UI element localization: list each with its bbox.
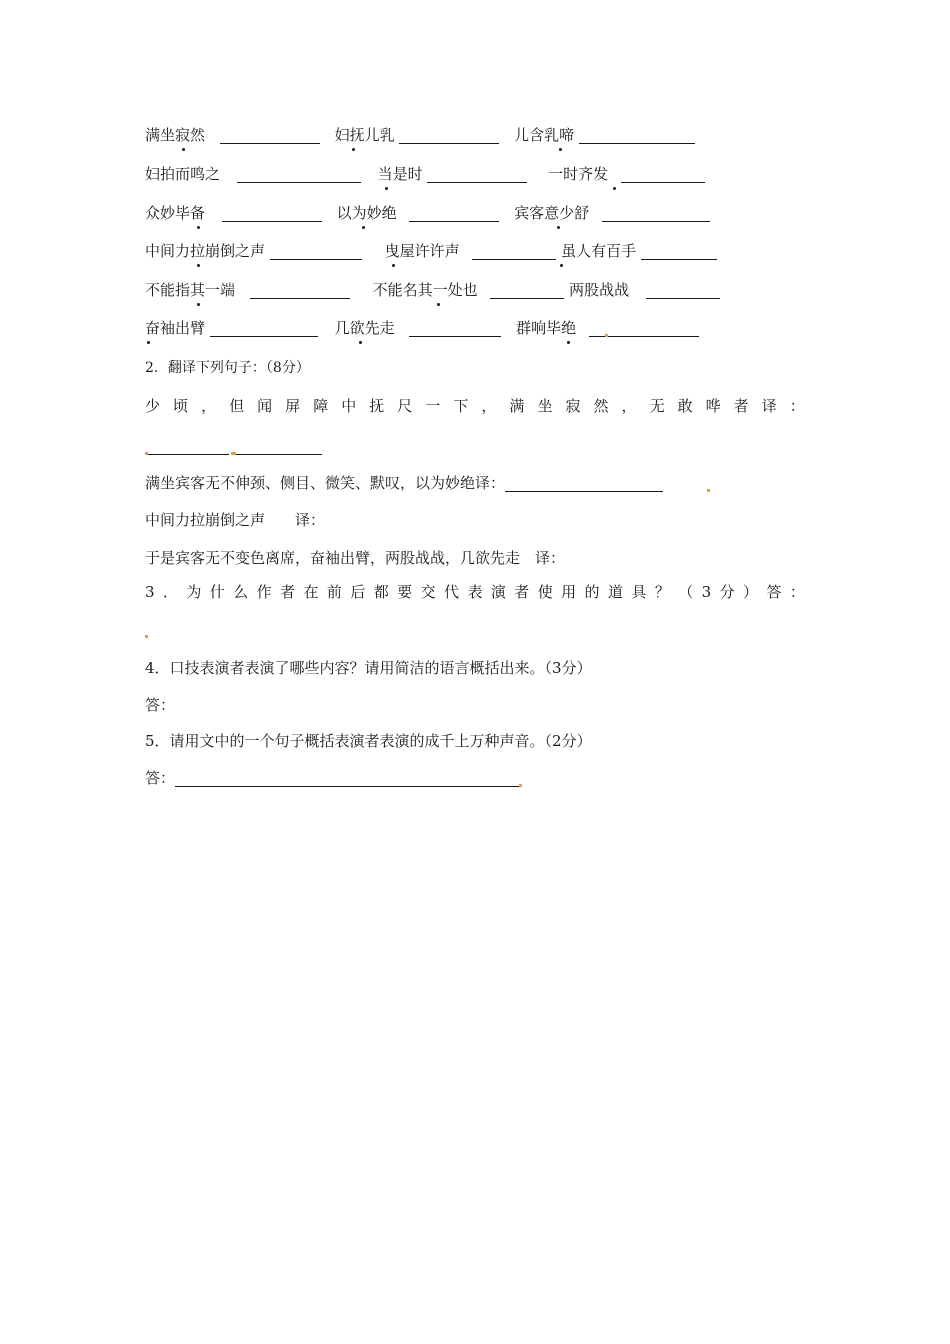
char: 分 bbox=[719, 583, 735, 601]
highlight-mark bbox=[707, 489, 710, 492]
answer-blank[interactable] bbox=[641, 241, 717, 260]
emphasis-dot bbox=[437, 303, 440, 306]
char: 无 bbox=[649, 397, 665, 415]
answer-blank[interactable] bbox=[237, 164, 361, 183]
char: 闻 bbox=[257, 397, 273, 415]
emphasis-dot bbox=[197, 226, 200, 229]
answer-blank[interactable] bbox=[490, 280, 564, 299]
answer-blank[interactable] bbox=[602, 203, 710, 222]
vocab-row-1 bbox=[145, 122, 695, 148]
char: 具 bbox=[631, 583, 647, 601]
vocab-term: 宾客意少舒 bbox=[514, 204, 590, 222]
vocab-term: 妇拍而鸣之 bbox=[145, 165, 221, 183]
vocab-row-3 bbox=[145, 200, 710, 226]
vocab-term: 中间力拉崩倒之声 bbox=[145, 242, 266, 260]
char: 答 bbox=[766, 583, 782, 601]
emphasis-dot bbox=[557, 226, 560, 229]
answer-blank[interactable] bbox=[427, 164, 527, 183]
question-4-heading: 4．口技表演者表演了哪些内容？请用简洁的语言概括出来。（3分） bbox=[145, 659, 592, 677]
emphasis-dot bbox=[352, 148, 355, 151]
vocab-term: 当是时 bbox=[377, 165, 423, 183]
char: 下 bbox=[453, 397, 469, 415]
char: 者 bbox=[280, 583, 296, 601]
emphasis-dot bbox=[392, 264, 395, 267]
char: 译 bbox=[761, 397, 777, 415]
answer-blank[interactable] bbox=[145, 436, 229, 455]
highlight-mark bbox=[605, 334, 608, 337]
vocab-term: 儿含乳啼 bbox=[514, 126, 575, 144]
char: ， bbox=[621, 397, 637, 415]
char: ． bbox=[162, 583, 178, 601]
char: 但 bbox=[229, 397, 245, 415]
answer-blank[interactable] bbox=[646, 280, 720, 299]
emphasis-dot bbox=[385, 187, 388, 190]
vocab-term: 众妙毕备 bbox=[145, 204, 206, 222]
char: 屏 bbox=[285, 397, 301, 415]
char: 为 bbox=[186, 583, 202, 601]
answer-blank[interactable] bbox=[236, 436, 322, 455]
highlight-mark bbox=[231, 452, 236, 455]
char: ： bbox=[789, 583, 805, 601]
question-2-sentence-2 bbox=[145, 470, 663, 496]
vocab-term: 妇抚儿乳 bbox=[334, 126, 395, 144]
answer-blank[interactable] bbox=[505, 473, 663, 492]
char: 者 bbox=[733, 397, 749, 415]
vocab-term: 几欲先走 bbox=[334, 319, 395, 337]
char: 表 bbox=[467, 583, 483, 601]
vocab-row-4 bbox=[145, 238, 717, 264]
char: ， bbox=[481, 397, 497, 415]
char: 在 bbox=[303, 583, 319, 601]
answer-blank[interactable] bbox=[250, 280, 350, 299]
char: 抚 bbox=[369, 397, 385, 415]
emphasis-dot bbox=[147, 341, 150, 344]
char: 前 bbox=[326, 583, 342, 601]
char: ？ bbox=[654, 583, 670, 601]
answer-blank[interactable] bbox=[621, 164, 705, 183]
answer-blank[interactable] bbox=[399, 125, 499, 144]
answer-blank[interactable] bbox=[409, 318, 501, 337]
char: 顷 bbox=[173, 397, 189, 415]
emphasis-dot bbox=[560, 264, 563, 267]
emphasis-dot bbox=[362, 226, 365, 229]
question-5-answer bbox=[145, 765, 519, 791]
char: 者 bbox=[514, 583, 530, 601]
char: 演 bbox=[490, 583, 506, 601]
vocab-row-6 bbox=[145, 315, 699, 341]
char: 障 bbox=[313, 397, 329, 415]
char: 要 bbox=[397, 583, 413, 601]
emphasis-dot bbox=[359, 341, 362, 344]
vocab-term: 曳屋许许声 bbox=[384, 242, 460, 260]
highlight-mark bbox=[145, 452, 148, 455]
emphasis-dot bbox=[197, 264, 200, 267]
answer-blank[interactable] bbox=[220, 125, 320, 144]
question-2-sentence-4: 于是宾客无不变色离席，奋袖出臂，两股战战，几欲先走 译： bbox=[145, 549, 566, 567]
char: 满 bbox=[509, 397, 525, 415]
char: 3 bbox=[145, 583, 155, 601]
answer-blank[interactable] bbox=[472, 241, 556, 260]
char: 作 bbox=[256, 583, 272, 601]
question-2-sentence-3: 中间力拉崩倒之声 译： bbox=[145, 511, 326, 529]
answer-blank[interactable] bbox=[409, 203, 499, 222]
char: 尺 bbox=[397, 397, 413, 415]
answer-blank[interactable] bbox=[210, 318, 318, 337]
vocab-term: 满坐寂然 bbox=[145, 126, 206, 144]
emphasis-dot bbox=[567, 341, 570, 344]
vocab-term: 不能名其一处也 bbox=[372, 281, 478, 299]
answer-label: 答： bbox=[145, 769, 176, 787]
char: 什 bbox=[209, 583, 225, 601]
vocab-row-5 bbox=[145, 277, 720, 303]
emphasis-dot bbox=[559, 148, 562, 151]
question-4-answer-label: 答： bbox=[145, 696, 176, 714]
char: 使 bbox=[537, 583, 553, 601]
char: 用 bbox=[561, 583, 577, 601]
char: ， bbox=[201, 397, 217, 415]
question-2-sentence-1-answer bbox=[145, 433, 322, 459]
char: 一 bbox=[425, 397, 441, 415]
vocab-term: 奋袖出臂 bbox=[145, 319, 206, 337]
char: 寂 bbox=[565, 397, 581, 415]
char: 代 bbox=[444, 583, 460, 601]
char: 少 bbox=[145, 397, 161, 415]
answer-blank[interactable] bbox=[579, 125, 695, 144]
vocab-term: 以为妙绝 bbox=[336, 204, 397, 222]
vocab-term: 不能指其一端 bbox=[145, 281, 236, 299]
question-2-heading: 2．翻译下列句子：（8分） bbox=[145, 360, 310, 376]
question-2-sentence-1 bbox=[145, 393, 805, 419]
emphasis-dot bbox=[613, 187, 616, 190]
question-3 bbox=[145, 579, 805, 605]
highlight-mark bbox=[519, 784, 522, 787]
char: 后 bbox=[350, 583, 366, 601]
highlight-mark bbox=[145, 635, 148, 638]
char: 都 bbox=[373, 583, 389, 601]
vocab-row-2 bbox=[145, 161, 705, 187]
char: 坐 bbox=[537, 397, 553, 415]
char: ） bbox=[743, 583, 759, 601]
vocab-term: 虽人有百手 bbox=[561, 242, 637, 260]
char: （ bbox=[678, 583, 694, 601]
char: 哗 bbox=[705, 397, 721, 415]
answer-blank[interactable] bbox=[222, 203, 322, 222]
vocab-term: 两股战战 bbox=[569, 281, 630, 299]
char: 然 bbox=[593, 397, 609, 415]
emphasis-dot bbox=[197, 303, 200, 306]
char: 交 bbox=[420, 583, 436, 601]
char: 么 bbox=[233, 583, 249, 601]
char: 敢 bbox=[677, 397, 693, 415]
char: 中 bbox=[341, 397, 357, 415]
char: 的 bbox=[584, 583, 600, 601]
vocab-term: 一时齐发 bbox=[548, 165, 609, 183]
vocab-term: 群响毕绝 bbox=[516, 319, 577, 337]
emphasis-dot bbox=[182, 148, 185, 151]
answer-blank[interactable] bbox=[270, 241, 362, 260]
answer-blank[interactable] bbox=[175, 768, 519, 787]
char: 3 bbox=[701, 583, 712, 601]
char: ： bbox=[789, 397, 805, 415]
sentence-text: 满坐宾客无不伸颈、侧目、微笑、默叹，以为妙绝译： bbox=[145, 474, 506, 492]
char: 道 bbox=[607, 583, 623, 601]
question-5-heading: 5．请用文中的一个句子概括表演者表演的成千上万种声音。（2分） bbox=[145, 732, 592, 750]
